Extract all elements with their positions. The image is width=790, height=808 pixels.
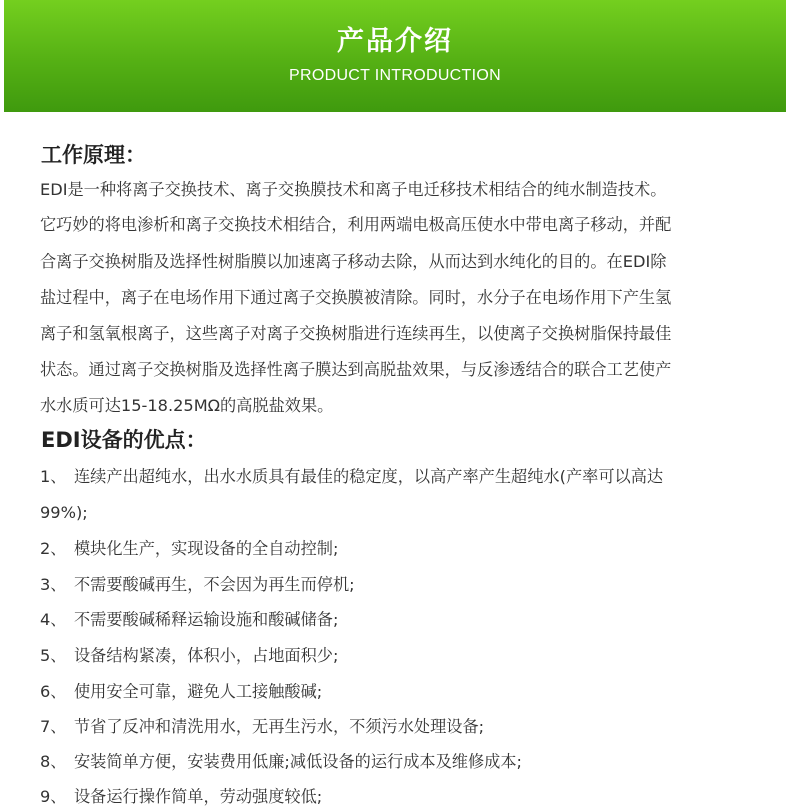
banner-title: 产品介绍: [337, 26, 453, 57]
advantages-heading: EDI设备的优点：: [41, 428, 207, 452]
principle-heading: 工作原理：: [41, 143, 146, 167]
advantage-number: 2、: [40, 539, 67, 558]
advantage-number: 1、: [40, 467, 67, 486]
principle-line: 盐过程中，离子在电场作用下通过离子交换膜被清除。同时，水分子在电场作用下产生氢: [40, 288, 672, 307]
advantage-text: 99%);: [40, 503, 88, 522]
advantage-text: 设备运行操作简单，劳动强度较低;: [74, 787, 323, 806]
advantage-item: [40, 786, 322, 808]
advantage-item: [40, 609, 338, 631]
advantage-number: 4、: [40, 610, 67, 629]
advantage-number: 8、: [40, 752, 67, 771]
advantage-number: 6、: [40, 682, 67, 701]
advantage-number: 7、: [40, 717, 67, 736]
principle-line: 水水质可达15-18.25MΩ的高脱盐效果。: [40, 396, 334, 415]
advantage-text: 不需要酸碱稀释运输设施和酸碱储备;: [74, 610, 339, 629]
advantage-item: [40, 538, 338, 560]
principle-line: 合离子交换树脂及选择性树脂膜以加速离子移动去除，从而达到水纯化的目的。在EDI除: [40, 252, 667, 271]
advantage-item: [40, 466, 663, 488]
advantage-text: 设备结构紧凑，体积小，占地面积少;: [74, 646, 339, 665]
advantage-item: [40, 574, 355, 596]
principle-line: 它巧妙的将电渗析和离子交换技术相结合，利用两端电极高压使水中带电离子移动，并配: [40, 215, 672, 234]
advantage-item: [40, 502, 88, 524]
banner-subtitle: PRODUCT INTRODUCTION: [289, 67, 501, 84]
principle-line: 离子和氢氧根离子，这些离子对离子交换树脂进行连续再生，以使离子交换树脂保持最佳: [40, 324, 672, 343]
advantage-number: 9、: [40, 787, 67, 806]
principle-line: EDI是一种将离子交换技术、离子交换膜技术和离子电迁移技术相结合的纯水制造技术。: [40, 180, 667, 199]
principle-line: 状态。通过离子交换树脂及选择性离子膜达到高脱盐效果，与反渗透结合的联合工艺使产: [40, 360, 672, 379]
advantage-item: [40, 751, 522, 773]
advantage-item: [40, 716, 484, 738]
advantage-number: 3、: [40, 575, 67, 594]
advantage-item: [40, 681, 322, 703]
advantage-number: 5、: [40, 646, 67, 665]
advantage-text: 节省了反冲和清洗用水，无再生污水，不须污水处理设备;: [74, 717, 485, 736]
advantage-text: 安装简单方便，安装费用低廉;减低设备的运行成本及维修成本;: [74, 752, 522, 771]
advantage-text: 使用安全可靠，避免人工接触酸碱;: [74, 682, 323, 701]
advantage-text: 不需要酸碱再生，不会因为再生而停机;: [74, 575, 355, 594]
advantage-text: 连续产出超纯水，出水水质具有最佳的稳定度，以高产率产生超纯水(产率可以高达: [74, 467, 664, 486]
advantage-item: [40, 645, 338, 667]
advantage-text: 模块化生产，实现设备的全自动控制;: [74, 539, 339, 558]
